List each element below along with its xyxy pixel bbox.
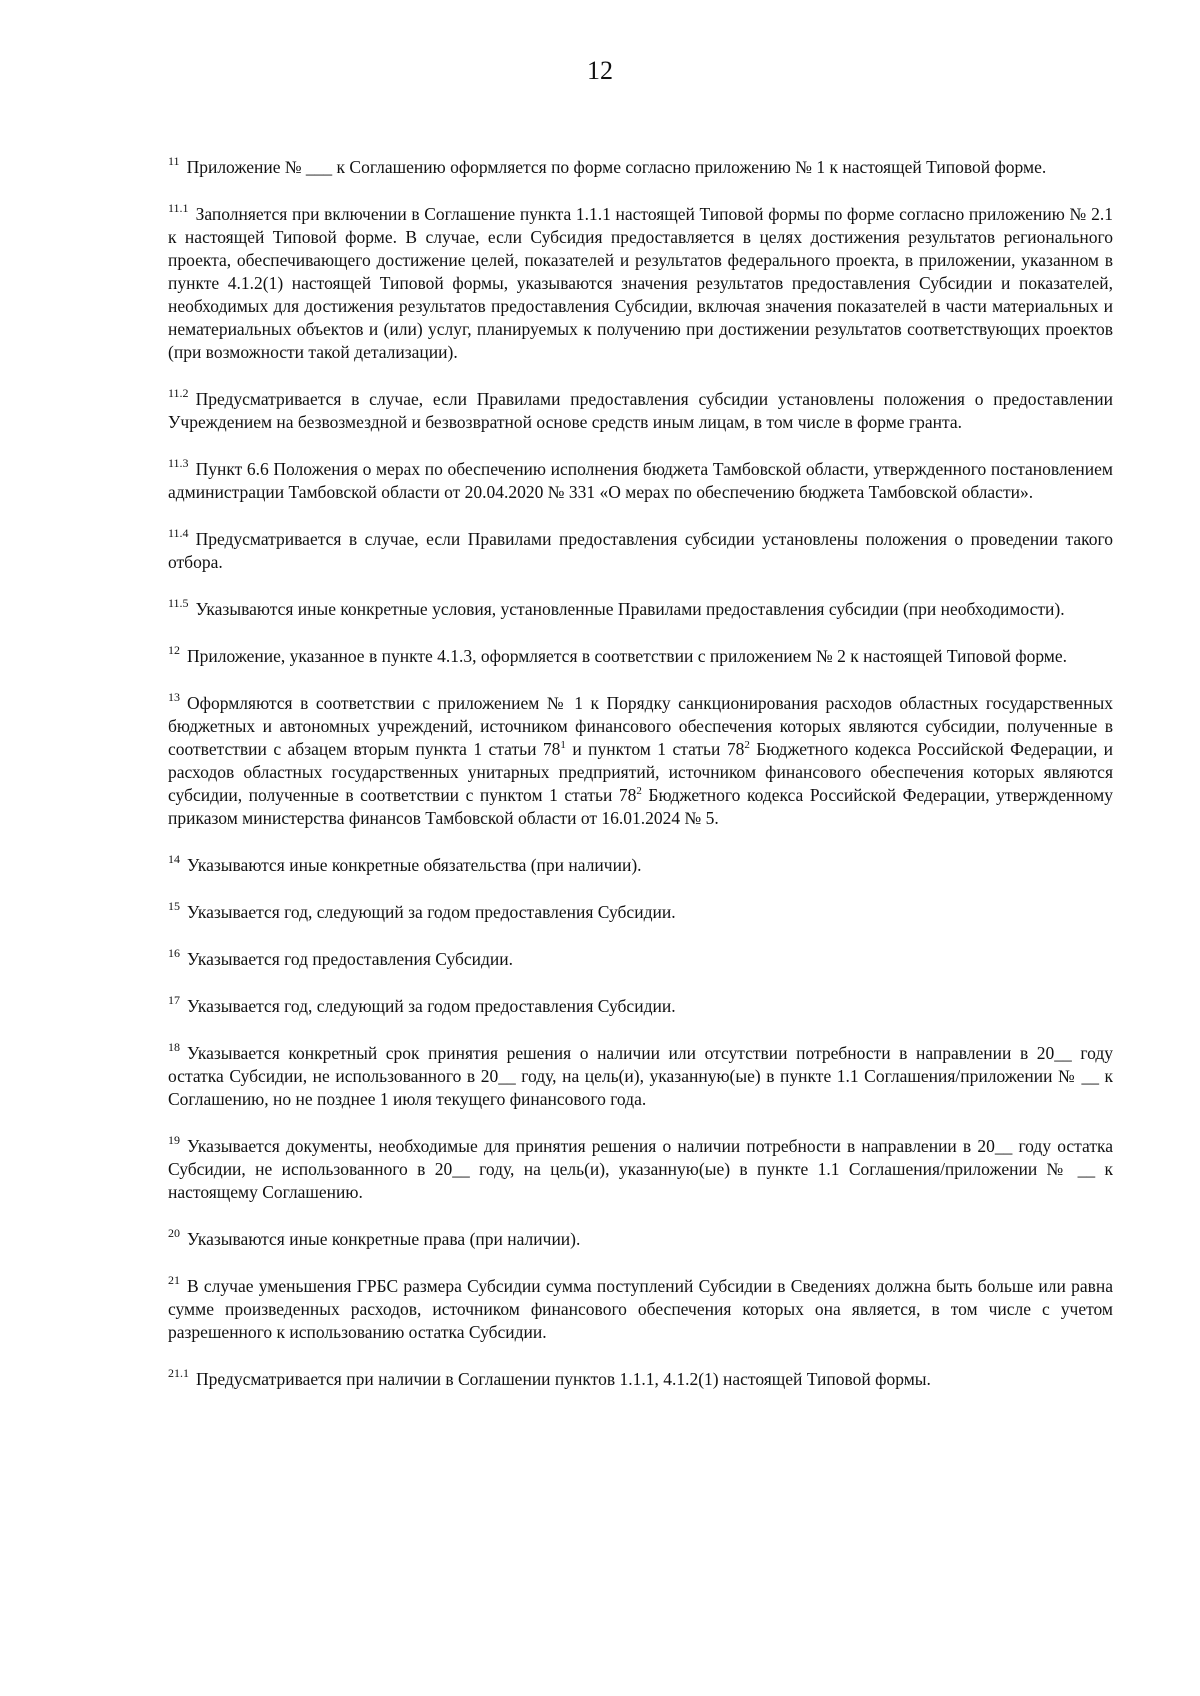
page-number: 12: [587, 56, 613, 85]
footnote-text: Указывается год, следующий за годом предоставления Субсидии.: [187, 995, 676, 1016]
footnote-text: Указывается конкретный срок принятия решения о наличии или отсутствии потребности в направлении в 20__ году остатка Субсидии, не использованного в 20__ году, на цель(и), указанную(ые) в пункте 1.1 Соглашения/приложении № __ к Соглашению, но не позднее 1 июля текущего финансового года.: [168, 1042, 1113, 1109]
footnote-11-3: [168, 455, 1113, 504]
footnote-text: Указываются иные конкретные права (при наличии).: [187, 1228, 581, 1249]
footnote-number: 11.3: [168, 455, 189, 470]
footnote-19: [168, 1132, 1113, 1204]
footnote-16: [168, 945, 1113, 971]
footnote-text: Указывается год предоставления Субсидии.: [187, 948, 514, 969]
footnote-number: 17: [168, 992, 180, 1007]
footnote-11: [168, 153, 1113, 179]
footnote-text: Заполняется при включении в Соглашение пункта 1.1.1 настоящей Типовой формы по форме согласно приложению № 2.1 к настоящей Типовой форме. В случае, если Субсидия предоставляется в целях достижения результатов регионального проекта, обеспечивающего достижение целей, показателей и результатов федерального проекта, в приложении, указанном в пункте 4.1.2(1) настоящей Типовой формы, указываются значения результатов предоставления Субсидии и показателей, необходимых для достижения результатов предоставления Субсидии, включая значения показателей в части материальных и нематериальных объектов и (или) услуг, планируемых к получению при достижении результатов соответствующих проектов (при возможности такой детализации).: [168, 203, 1113, 362]
footnote-14: [168, 851, 1113, 877]
footnote-text: Пункт 6.6 Положения о мерах по обеспечению исполнения бюджета Тамбовской области, утвержденного постановлением администрации Тамбовской области от 20.04.2020 № 331 «О мерах по обеспечению бюджета Тамбовской области».: [168, 458, 1113, 502]
footnote-number: 21: [168, 1272, 180, 1287]
footnote-number: 12: [168, 642, 180, 657]
footnote-text: Приложение № ___ к Соглашению оформляется по форме согласно приложению № 1 к настоящей Типовой форме.: [186, 156, 1047, 177]
footnote-text: Предусматривается при наличии в Соглашении пунктов 1.1.1, 4.1.2(1) настоящей Типовой формы.: [196, 1368, 931, 1389]
footnote-number: 18: [168, 1039, 180, 1054]
footnote-11-2: [168, 385, 1113, 434]
footnote-12: [168, 642, 1113, 668]
footnote-number: 15: [168, 898, 180, 913]
footnote-number: 19: [168, 1132, 180, 1147]
footnote-text: В случае уменьшения ГРБС размера Субсидии сумма поступлений Субсидии в Сведениях должна быть больше или равна сумме произведенных расходов, источником финансового обеспечения которых она является, в том числе с учетом разрешенного к использованию остатка Субсидии.: [168, 1275, 1113, 1342]
footnote-18: [168, 1039, 1113, 1111]
footnote-text: Указываются иные конкретные обязательства (при наличии).: [187, 854, 642, 875]
footnote-text: Указываются иные конкретные условия, установленные Правилами предоставления субсидии (при необходимости).: [195, 598, 1065, 619]
footnote-number: 20: [168, 1225, 180, 1240]
footnote-number: 16: [168, 945, 180, 960]
footnotes: [168, 138, 1113, 1415]
footnote-number: 11.1: [168, 200, 189, 215]
footnote-21: [168, 1272, 1113, 1344]
footnote-number: 13: [168, 689, 180, 704]
footnote-15: [168, 898, 1113, 924]
footnote-text-part: Бюджетного кодекса Российской Федерации, и расходов областных государственных унитарных предприятий, источником финансового обеспечения которых являются субсидии, полученные в соответствии с пунктом 1 статьи 78: [168, 738, 1114, 805]
footnote-17: [168, 992, 1113, 1018]
footnote-11-4: [168, 525, 1113, 574]
footnote-text: Предусматривается в случае, если Правилами предоставления субсидии установлены положения о предоставлении Учреждением на безвозмездной и безвозвратной основе средств иным лицам, в том числе в форме гранта.: [168, 388, 1113, 432]
footnote-20: [168, 1225, 1113, 1251]
footnote-text: Предусматривается в случае, если Правилами предоставления субсидии установлены положения о проведении такого отбора.: [168, 528, 1113, 572]
superscript: 1: [560, 738, 566, 751]
footnote-text-part: Бюджетного кодекса Российской Федерации, утвержденному приказом министерства финансов Тамбовской области от 16.01.2024 № 5.: [168, 784, 1113, 828]
footnote-text: Указывается документы, необходимые для принятия решения о наличии потребности в направлении в 20__ году остатка Субсидии, не использованного в 20__ году, на цель(и), указанную(ые) в пункте 1.1 Соглашения/приложении № __ к настоящему Соглашению.: [168, 1135, 1113, 1202]
footnote-11-5: [168, 595, 1113, 621]
footnote-11-1: [168, 200, 1113, 364]
footnote-number: 11.2: [168, 385, 189, 400]
footnote-number: 11.4: [168, 525, 189, 540]
footnote-text: Указывается год, следующий за годом предоставления Субсидии.: [187, 901, 676, 922]
superscript: 2: [636, 784, 642, 797]
footnote-number: 11.5: [168, 595, 189, 610]
footnote-13: [168, 689, 1114, 830]
footnote-21-1: [168, 1365, 1113, 1391]
footnote-text-part: и пунктом 1 статьи 78: [565, 738, 745, 759]
footnote-number: 14: [168, 851, 180, 866]
superscript: 2: [744, 738, 750, 751]
footnote-number: 21.1: [168, 1365, 189, 1380]
footnote-text: Приложение, указанное в пункте 4.1.3, оформляется в соответствии с приложением № 2 к настоящей Типовой форме.: [187, 645, 1068, 666]
footnote-number: 11: [168, 153, 180, 168]
footnote-text-part: Оформляются в соответствии с приложением № 1 к Порядку санкционирования расходов областных государственных бюджетных и автономных учреждений, источником финансового обеспечения которых являются субсидии, полученные в соответствии с абзацем вторым пункта 1 статьи 78: [168, 692, 1113, 759]
